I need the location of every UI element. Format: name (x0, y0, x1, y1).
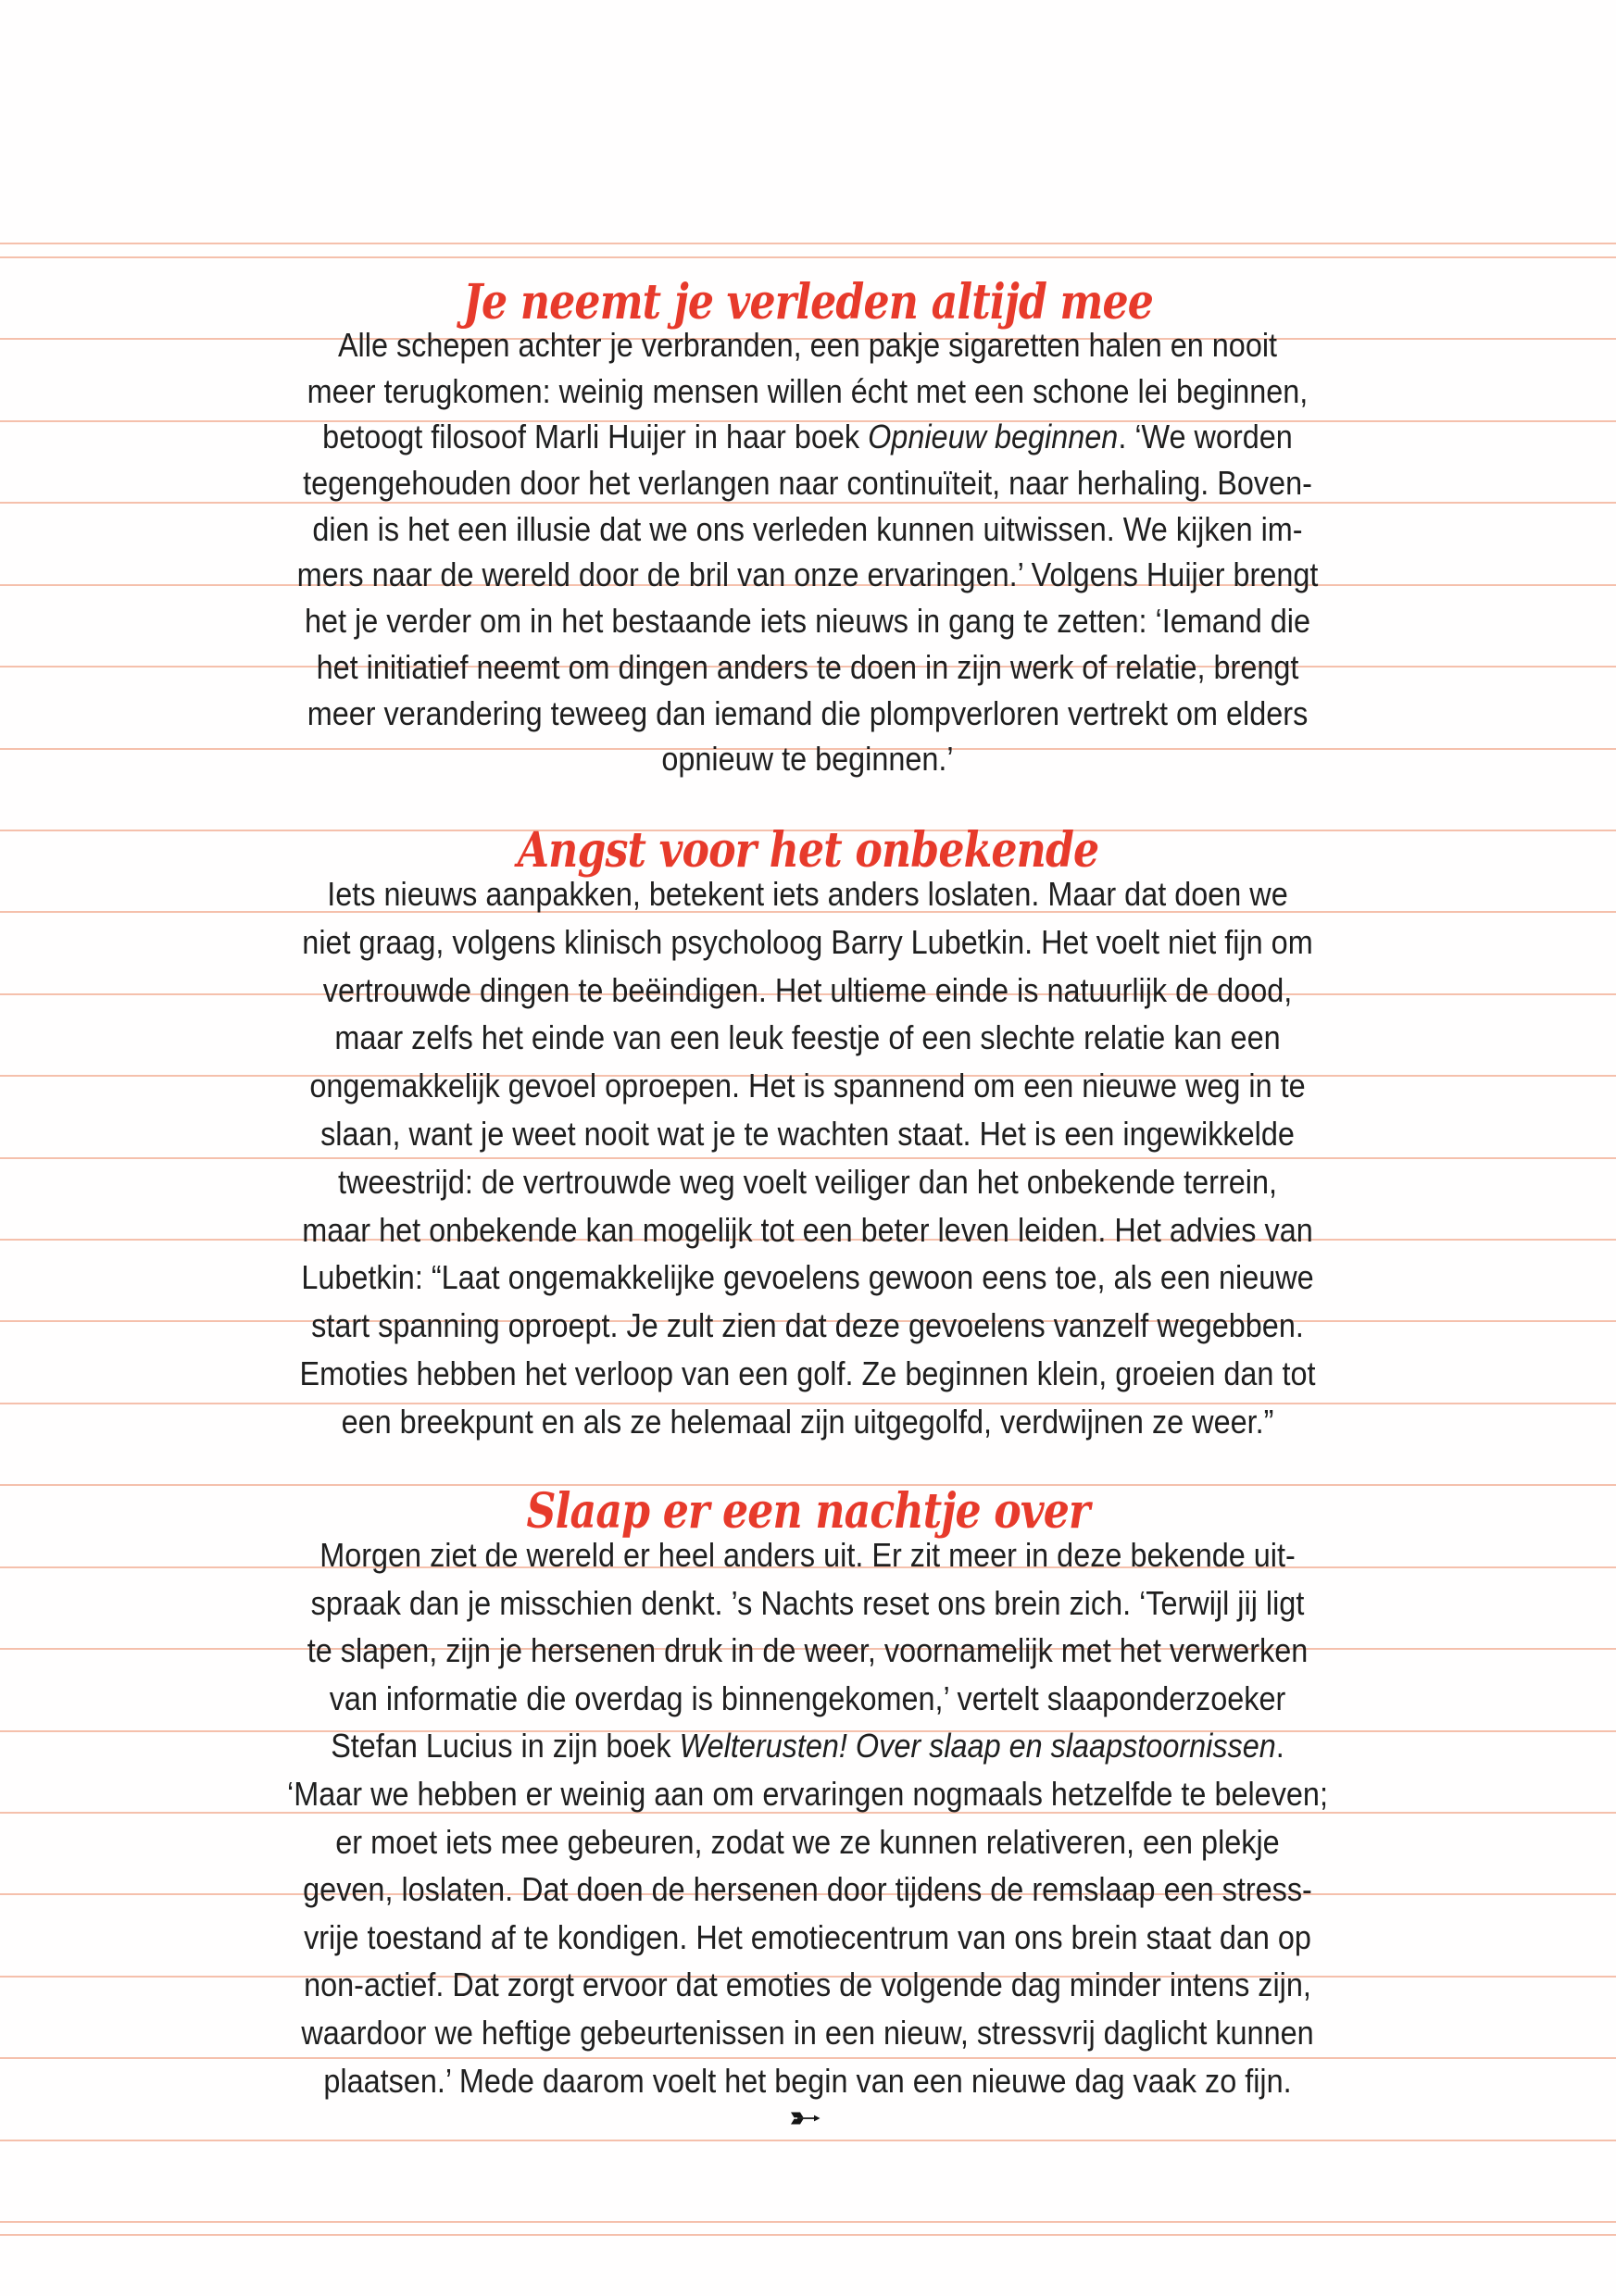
body-line (84, 1254, 1531, 1302)
body-text: van informatie die overdag is binnengekomen,’ vertelt slaaponderzoeker (329, 1678, 1286, 1717)
body-line (84, 1158, 1531, 1206)
body-text: tweestrijd: de vertrouwde weg voelt veiliger dan het onbekende terrein, (338, 1162, 1277, 1201)
body-line (84, 1062, 1531, 1110)
body-line (84, 322, 1531, 368)
body-text: ongemakkelijk gevoel oproepen. Het is spannend om een nieuwe weg in te (309, 1067, 1306, 1105)
body-text: maar zelfs het einde van een leuk feestje of een slechte relatie kan een (334, 1018, 1281, 1057)
body-line (84, 2057, 1531, 2105)
ruled-line (0, 2140, 1616, 2141)
section-heading: Angst voor het onbekende (517, 822, 1099, 879)
book-title: Welterusten! Over slaap en slaapstoornissen (679, 1727, 1276, 1766)
body-text: vertrouwde dingen te beëindigen. Het ultieme einde is natuurlijk de dood, (322, 970, 1293, 1009)
body-line (84, 1770, 1531, 1818)
ruled-line (0, 2221, 1616, 2223)
body-text: mers naar de wereld door de bril van onze ervaringen.’ Volgens Huijer brengt (296, 555, 1319, 594)
body-line (84, 736, 1531, 782)
body-text: non-actief. Dat zorgt ervoor dat emoties de volgende dag minder intens zijn, (304, 1965, 1311, 2004)
section-heading: Je neemt je verleden altijd mee (462, 274, 1154, 331)
body-text: Alle schepen achter je verbranden, een pakje sigaretten halen en nooit (337, 326, 1278, 364)
body-text: waardoor we heftige gebeurtenissen in een nieuw, stressvrij daglicht kunnen (301, 2013, 1314, 2052)
body-text: . ‘We worden (1118, 418, 1293, 456)
body-text: Iets nieuws aanpakken, betekent iets anders loslaten. Maar dat doen we (327, 875, 1288, 913)
section-paragraph (4, 1531, 1611, 2104)
body-line (84, 644, 1531, 691)
body-line (84, 1206, 1531, 1254)
book-title: Opnieuw beginnen (868, 418, 1119, 456)
body-line (84, 1961, 1531, 2009)
ruled-line (0, 2234, 1616, 2236)
body-text: meer verandering teweeg dan iemand die plompverloren vertrekt om elders (307, 693, 1309, 732)
body-line (84, 2009, 1531, 2057)
body-text: het initiatief neemt om dingen anders te doen in zijn werk of relatie, brengt (316, 647, 1299, 686)
body-text: start spanning oproept. Je zult zien dat deze gevoelens vanzelf wegebben. (311, 1306, 1304, 1345)
body-line (84, 506, 1531, 553)
body-line (84, 967, 1531, 1015)
body-text: meer terugkomen: weinig mensen willen écht met een schone lei beginnen, (307, 371, 1309, 410)
ruled-line (0, 256, 1616, 258)
ruled-line (0, 243, 1616, 244)
body-line (84, 552, 1531, 598)
body-text: dien is het een illusie dat we ons verleden kunnen uitwissen. We kijken im- (312, 509, 1303, 548)
body-line (84, 1014, 1531, 1062)
feathered-arrow-right-icon (791, 2111, 821, 2126)
body-line (84, 1579, 1531, 1628)
body-text: niet graag, volgens klinisch psycholoog Barry Lubetkin. Het voelt niet fijn om (302, 922, 1313, 961)
section-heading: Slaap er een nachtje over (526, 1483, 1090, 1540)
body-text: geven, loslaten. Dat doen de hersenen door tijdens de remslaap een stress- (303, 1870, 1312, 1909)
body-line (84, 414, 1531, 460)
body-text: slaan, want je weet nooit wat je te wachten staat. Het is een ingewikkelde (320, 1114, 1295, 1153)
body-text: spraak dan je misschien denkt. ’s Nachts reset ons brein zich. ‘Terwijl jij ligt (310, 1583, 1305, 1622)
body-line (84, 1818, 1531, 1866)
body-line (84, 1350, 1531, 1398)
body-line (84, 368, 1531, 415)
body-line (84, 1866, 1531, 1914)
section-paragraph (4, 322, 1611, 782)
body-text: er moet iets mee gebeuren, zodat we ze kunnen relativeren, een plekje (335, 1822, 1280, 1861)
body-text: opnieuw te beginnen.’ (661, 740, 954, 779)
body-line (84, 1398, 1531, 1446)
body-line (84, 1914, 1531, 1962)
body-text: tegengehouden door het verlangen naar continuïteit, naar herhaling. Boven- (303, 464, 1312, 503)
body-line (84, 1531, 1531, 1579)
body-text: maar het onbekende kan mogelijk tot een beter leven leiden. Het advies van (302, 1210, 1313, 1249)
body-text: Morgen ziet de wereld er heel anders uit. Er zit meer in deze bekende uit- (319, 1536, 1296, 1574)
body-text: vrije toestand af te kondigen. Het emotiecentrum van ons brein staat dan op (304, 1917, 1311, 1956)
body-line (84, 1675, 1531, 1723)
body-line (84, 1110, 1531, 1158)
section-paragraph (4, 870, 1611, 1446)
body-text: te slapen, zijn je hersenen druk in de weer, voornamelijk met het verwerken (307, 1631, 1309, 1670)
body-line (84, 598, 1531, 644)
body-text: ‘Maar we hebben er weinig aan om ervaringen nogmaals hetzelfde te beleven; (287, 1774, 1328, 1813)
body-text: plaatsen.’ Mede daarom voelt het begin van een nieuwe dag vaak zo fijn. (323, 2061, 1292, 2100)
body-text: Lubetkin: “Laat ongemakkelijke gevoelens gewoon eens toe, als een nieuwe (301, 1258, 1314, 1297)
body-line (84, 918, 1531, 967)
body-line (84, 1627, 1531, 1675)
body-text: een breekpunt en als ze helemaal zijn uitgegolfd, verdwijnen ze weer.” (341, 1402, 1274, 1441)
body-text: Stefan Lucius in zijn boek (331, 1727, 680, 1766)
body-line (84, 691, 1531, 737)
body-line (84, 1302, 1531, 1350)
body-text: het je verder om in het bestaande iets nieuws in gang te zetten: ‘Iemand die (304, 602, 1311, 641)
body-text: Emoties hebben het verloop van een golf. Ze beginnen klein, groeien dan tot (299, 1354, 1316, 1392)
body-text: . (1275, 1727, 1284, 1766)
body-text: betoogt filosoof Marli Huijer in haar boek (322, 418, 869, 456)
body-line (84, 870, 1531, 918)
body-line (84, 1722, 1531, 1770)
body-line (84, 460, 1531, 506)
